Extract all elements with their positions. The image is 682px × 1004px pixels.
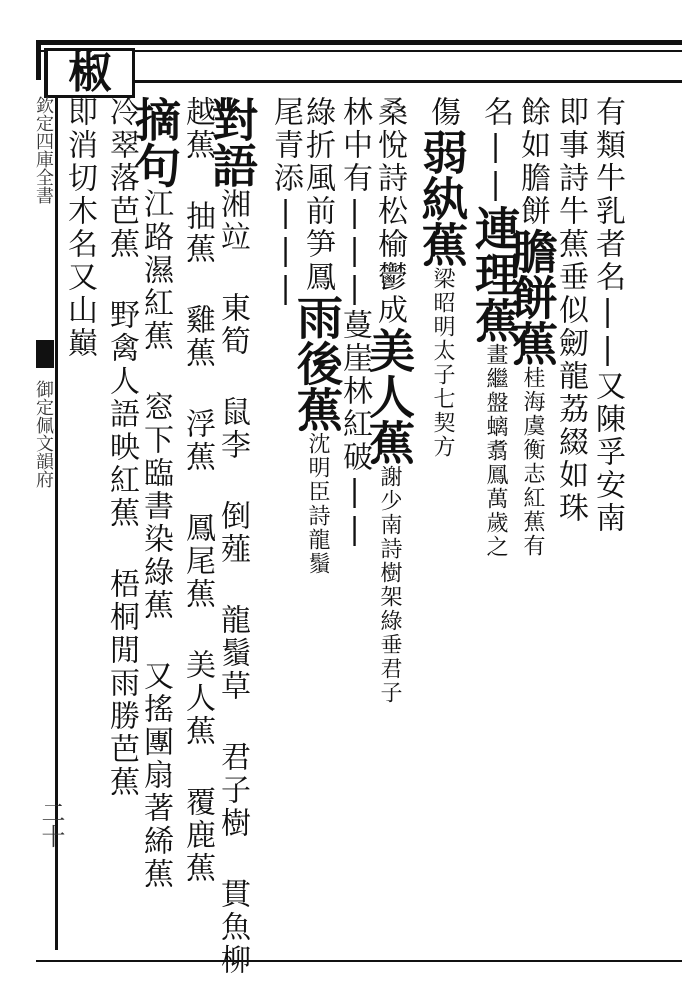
text-column-12 [128, 96, 182, 891]
text-column-4 [468, 96, 522, 559]
column-6-lead: 桑悅詩松榆鬱成 [372, 96, 407, 327]
text-column-8 [290, 96, 344, 576]
frame-left-rule [36, 40, 41, 80]
column-10-body: 湘竝 東筍 鼠李 倒薤 龍鬚草 君子樹 貫魚柳 [215, 188, 250, 977]
column-8-lead: 綠折風前笋鳳 [300, 96, 335, 294]
gutter-series-title: 欽定四庫全書 [33, 96, 54, 204]
text-column-6 [362, 96, 416, 705]
rhyme-head-character: 椒 [44, 48, 135, 98]
inner-top-rule [130, 80, 682, 83]
section-heading-zhaiju: 摘句 [128, 96, 182, 188]
frame-top-rule [36, 40, 682, 45]
text-column-1: 有類牛乳者名||又陳孚安南 [590, 96, 625, 535]
text-column-11: 越蕉 抽蕉 雞蕉 浮蕉 鳳尾蕉 美人蕉 覆鹿蕉 [180, 96, 215, 885]
entry-heading-meiren: 美人蕉 [362, 327, 416, 465]
column-12-body: 江路濕紅蕉 窓下臨書染綠蕉 又搖團扇著絺蕉 [138, 188, 173, 891]
column-3-note: 桂海虞衡志紅蕉有 [520, 366, 545, 558]
folio-number: 二十 [37, 800, 65, 848]
text-column-14: 即消切木名又山巔 [62, 96, 97, 360]
text-column-7: 林中有|||蔓崖林紅破|| [337, 96, 372, 550]
entry-heading-ruowan: 弱紈蕉 [415, 129, 469, 267]
column-8-note: 沈明臣詩龍鬚 [305, 432, 330, 576]
entry-heading-yuhou: 雨後蕉 [290, 294, 344, 432]
column-5-note: 梁昭明太子七契方 [430, 267, 455, 459]
column-6-note: 謝少南詩樹架綠垂君子 [377, 465, 402, 705]
text-column-9: 尾青添||| [268, 96, 303, 309]
text-column-13: 冷翠落芭蕉 野禽人語映紅蕉 梧桐閒雨勝芭蕉 [104, 96, 139, 799]
column-4-lead: 名|| [478, 96, 513, 205]
section-heading-duiyu: 對語 [205, 96, 259, 188]
column-4-note: 畫繼盤螭翥鳳萬歲之 [483, 343, 508, 559]
entry-heading-lianli: 連理蕉 [468, 205, 522, 343]
text-column-2: 即事詩牛蕉垂似劒龍荔綴如珠 [553, 96, 588, 525]
entry-heading-danbing: 膽餅蕉 [505, 228, 559, 366]
column-5-lead: 傷 [425, 96, 460, 129]
bottom-rule [36, 960, 682, 962]
column-3-lead: 餘如膽餅 [515, 96, 550, 228]
gutter-fishtail-mark [36, 340, 54, 368]
text-column-5 [415, 96, 469, 459]
gutter-book-title: 御定佩文韻府 [33, 380, 54, 488]
text-column-10 [205, 96, 259, 977]
